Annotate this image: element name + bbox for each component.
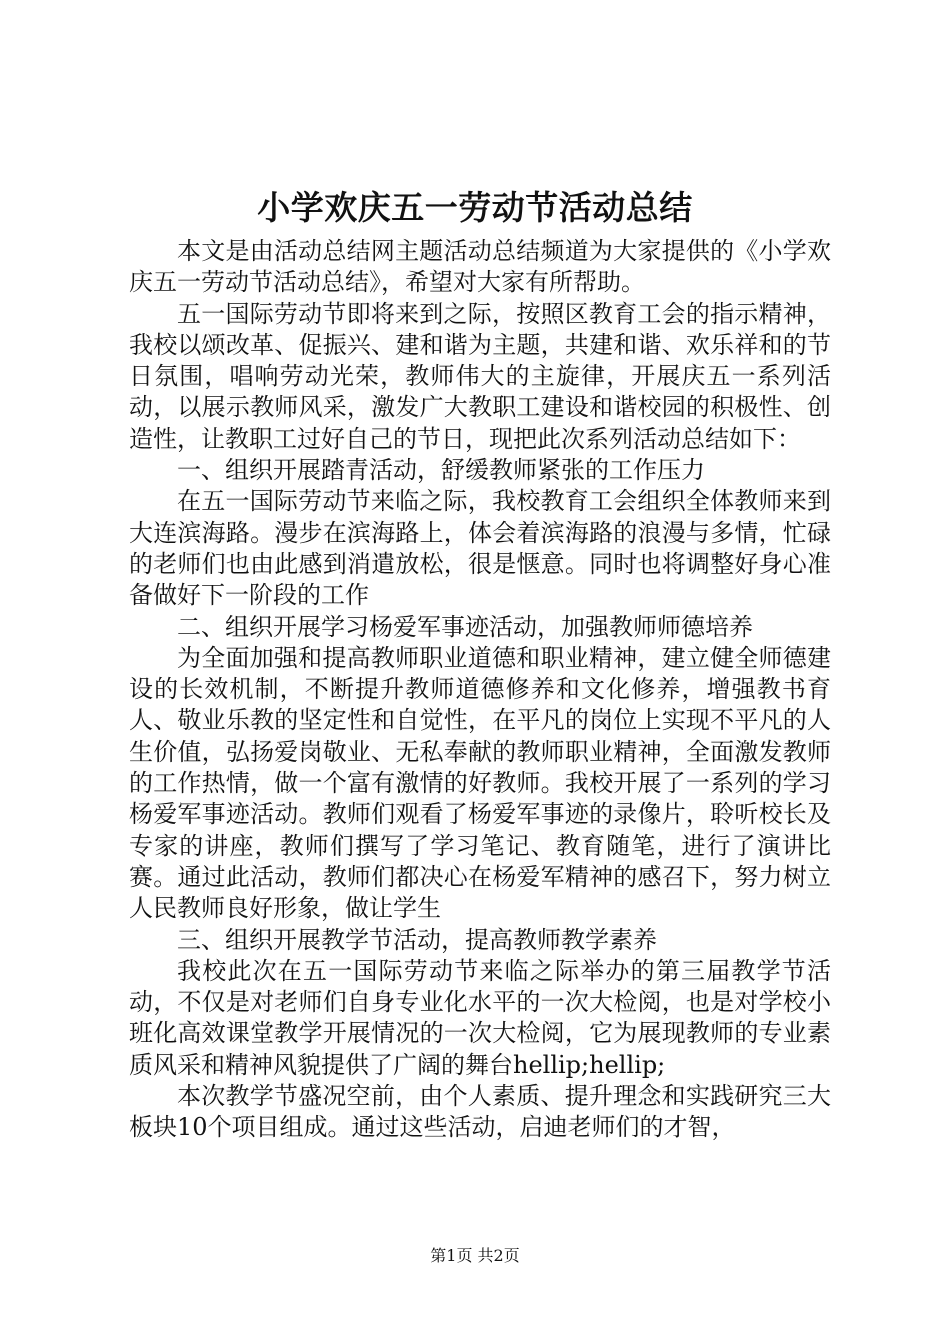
paragraph: 在五一国际劳动节来临之际，我校教育工会组织全体教师来到大连滨海路。漫步在滨海路上，体会着滨海路的浪漫与多情，忙碌的老师们也由此感到消遣放松，很是惬意。同时也将调整好身心准备做好下一阶段的工作 (129, 487, 831, 610)
page-footer: 第1页 共2页 (430, 1246, 520, 1265)
document-title: 小学欢庆五一劳动节活动总结 (257, 188, 693, 227)
paragraph: 我校此次在五一国际劳动节来临之际举办的第三届教学节活动，不仅是对老师们自身专业化水平的一次大检阅，也是对学校小班化高效课堂教学开展情况的一次大检阅，它为展现教师的专业素质风采和精神风貌提供了广阔的舞台hellip;hellip; (129, 956, 831, 1079)
document-body (129, 236, 831, 1144)
paragraph: 本次教学节盛况空前，由个人素质、提升理念和实践研究三大板块10个项目组成。通过这些活动，启迪老师们的才智， (129, 1082, 831, 1142)
section-heading: 三、组织开展教学节活动，提高教师教学素养 (177, 925, 657, 954)
paragraph: 五一国际劳动节即将来到之际，按照区教育工会的指示精神，我校以颂改革、促振兴、建和谐为主题，共建和谐、欢乐祥和的节日氛围，唱响劳动光荣，教师伟大的主旋律，开展庆五一系列活动，以展示教师风采，激发广大教职工建设和谐校园的积极性、创造性，让教职工过好自己的节日，现把此次系列活动总结如下： (129, 299, 831, 453)
section-heading: 二、组织开展学习杨爱军事迹活动，加强教师师德培养 (177, 612, 753, 641)
paragraph: 本文是由活动总结网主题活动总结频道为大家提供的《小学欢庆五一劳动节活动总结》，希望对大家有所帮助。 (129, 237, 831, 297)
paragraph: 为全面加强和提高教师职业道德和职业精神，建立健全师德建设的长效机制，不断提升教师道德修养和文化修养，增强教书育人、敬业乐教的坚定性和自觉性，在平凡的岗位上实现不平凡的人生价值，弘扬爱岗敬业、无私奉献的教师职业精神，全面激发教师的工作热情，做一个富有激情的好教师。我校开展了一系列的学习杨爱军事迹活动。教师们观看了杨爱军事迹的录像片，聆听校长及专家的讲座，教师们撰写了学习笔记、教育随笔，进行了演讲比赛。通过此活动，教师们都决心在杨爱军精神的感召下，努力树立人民教师良好形象，做让学生 (129, 643, 831, 923)
section-heading: 一、组织开展踏青活动，舒缓教师紧张的工作压力 (177, 456, 705, 485)
